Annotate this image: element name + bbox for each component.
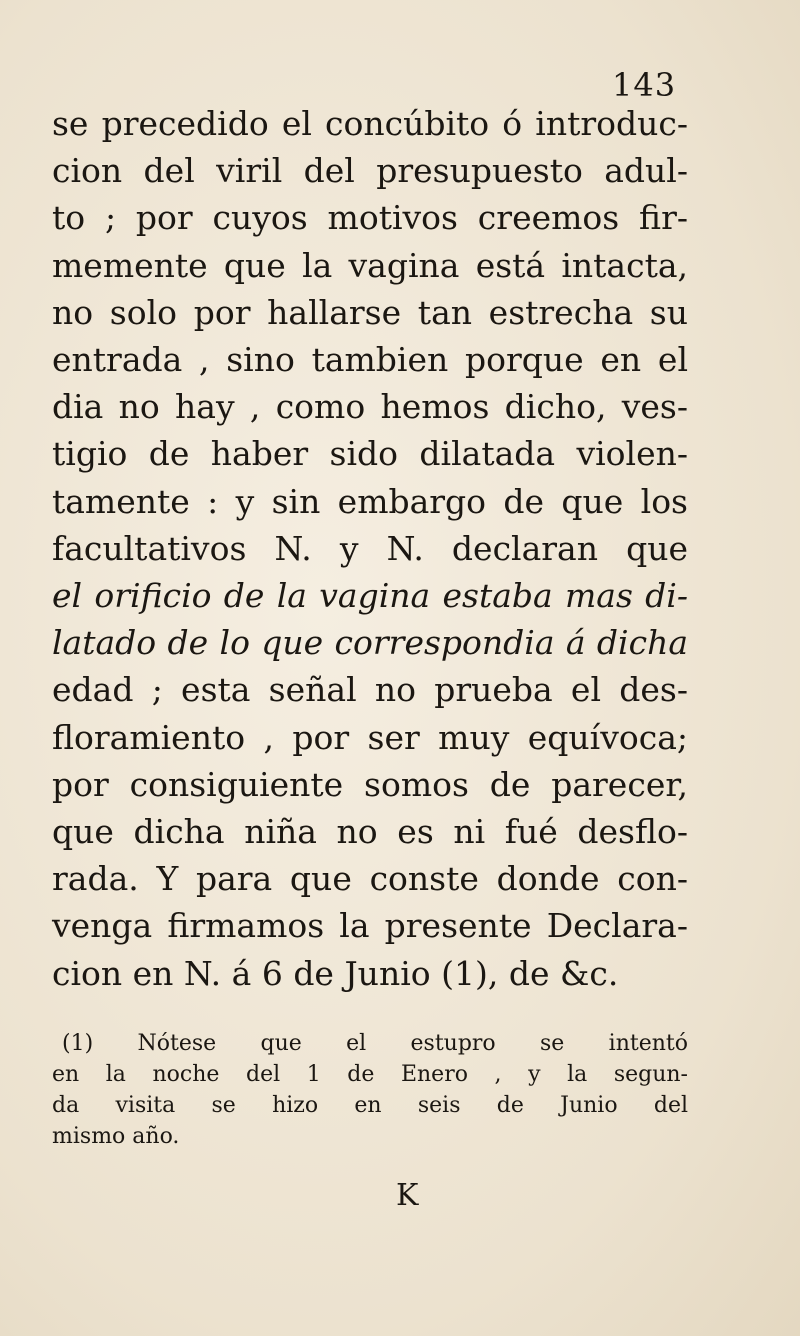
footnote-line: da visita se hizo en seis de Junio del	[52, 1093, 688, 1118]
text-line: floramiento , por ser muy equívoca;	[52, 717, 688, 757]
text-line: venga firmamos la presente Declara-	[52, 906, 688, 946]
text-line: memente que la vagina está intacta,	[52, 245, 688, 285]
text-line: se precedido el concúbito ó introduc-	[52, 104, 688, 143]
text-line: tamente : y sin embargo de que los	[52, 481, 688, 521]
text-line-italic: el orificio de la vagina estaba mas di-	[52, 576, 688, 616]
footnote-line: mismo año.	[52, 1124, 180, 1149]
body-text	[52, 100, 688, 997]
text-line-italic: latado de lo que correspondia á dicha	[52, 623, 688, 663]
footnote	[52, 1028, 688, 1152]
text-line: edad ; esta señal no prueba el des-	[52, 670, 688, 710]
text-line: por consiguiente somos de parecer,	[52, 764, 688, 804]
text-line: entrada , sino tambien porque en el	[52, 340, 688, 380]
text-line: dia no hay , como hemos dicho, ves-	[52, 387, 688, 427]
signature-mark: K	[396, 1178, 419, 1213]
page-number: 143	[612, 66, 677, 104]
text-line: que dicha niña no es ni fué desflo-	[52, 812, 688, 852]
text-line: tigio de haber sido dilatada violen-	[52, 434, 688, 474]
text-line: facultativos N. y N. declaran que	[52, 528, 688, 568]
text-line: cion del viril del presupuesto adul-	[52, 151, 688, 191]
text-line: to ; por cuyos motivos creemos fir-	[52, 198, 688, 238]
footnote-line: en la noche del 1 de Enero , y la segun-	[52, 1062, 688, 1087]
text-line: cion en N. á 6 de Junio (1), de &c.	[52, 953, 619, 993]
text-line: rada. Y para que conste donde con-	[52, 859, 688, 899]
footnote-line: (1) Nótese que el estupro se intentó	[62, 1031, 688, 1056]
text-line: no solo por hallarse tan estrecha su	[52, 292, 688, 332]
